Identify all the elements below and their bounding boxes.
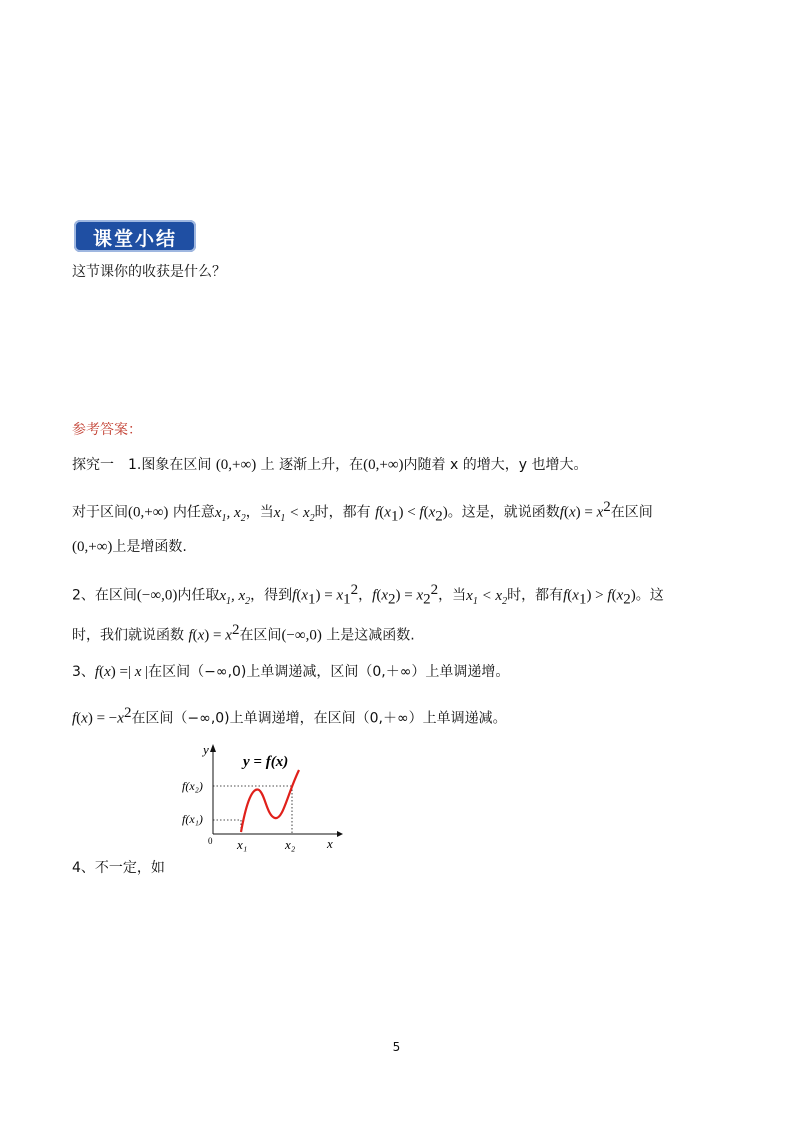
text-segment: 在区间 (610, 504, 653, 521)
interval: (0,+∞) (363, 457, 404, 473)
interval: (−∞,0) (281, 627, 322, 644)
text-segment: ， (358, 587, 373, 604)
answer-line-6: 3、f(x) =| x |在区间（−∞,0)上单调递减，区间（0,＋∞）上单调递增。 (72, 664, 510, 680)
math-x1-lt-x2: $x_1 < x_2$ (466, 587, 508, 607)
y-axis-label: y (203, 742, 209, 757)
answer-line-7: $f(x) = -x^2$在区间（−∞,0)上单调递增，在区间（0,＋∞）上单调递减。 (72, 705, 507, 727)
x-axis-arrow (337, 831, 343, 837)
text-segment: 内任意 (172, 504, 215, 521)
x-axis-label: x (327, 836, 333, 851)
math-fx-neg-x2: f (72, 710, 77, 727)
text-segment: 在区间（−∞,0)上单调递增，在区间（0,＋∞）上单调递减。 (131, 710, 507, 727)
x1-label: x₁ (237, 837, 248, 852)
curve-label: y = f(x) (243, 754, 289, 770)
math-fx1-lt-fx2: f (375, 504, 380, 521)
function-curve (241, 770, 299, 832)
math-fx1-gt-fx2: f (563, 587, 568, 604)
answer-line-4: 2、在区间(−∞,0)内任取$x_1$, $x_2$，得到$f(x_1) = x_1^2$，$f(x_2) = x_2^2$，当$x_1 < x_2$时，都有$f(x_1) > f(x_2)$。这 (72, 582, 664, 608)
text-segment: ，当 (438, 587, 467, 604)
interval: (−∞,0) (136, 587, 178, 604)
text-segment: 在区间（−∞,0)上单调递减，区间（0,＋∞）上单调递增。 (148, 664, 510, 680)
origin-label: 0 (208, 836, 213, 846)
math-fx-eq-x2: f (559, 504, 564, 521)
text-segment: 探究一 1.图象在区间 (72, 457, 212, 473)
answer-line-8: 4、不一定，如 (72, 860, 165, 876)
interval: (0,+∞) (215, 457, 257, 473)
x2-label: x₂ (285, 837, 296, 852)
page-number: 5 (392, 1040, 401, 1054)
text-segment: 内随着 x 的增大，y 也增大。 (403, 457, 588, 473)
interval: (0,+∞) (72, 539, 113, 555)
text-segment: 内任取 (177, 587, 220, 604)
text-segment: 时，都有 (314, 504, 371, 521)
answer-line-3 (72, 537, 187, 557)
text-segment: 在区间 (239, 627, 282, 644)
math-x1-lt-x2: $x_1 < x_2$ (273, 504, 315, 524)
interval: (0,+∞) (128, 504, 169, 521)
text-segment: 时，都有 (507, 587, 564, 604)
summary-question: 这节课你的收获是什么？ (72, 264, 226, 280)
y-axis-arrow (210, 744, 216, 752)
text-segment: 。这 (635, 587, 664, 604)
math-x1-x2: $x_1$, $x_2$ (219, 587, 251, 607)
fx1-label: f(x₁) (182, 812, 203, 826)
math-fx1-eq: f (292, 587, 297, 604)
math-fx-abs: f (94, 664, 100, 680)
math-fx2-eq: f (372, 587, 377, 604)
answer-heading: 参考答案： (72, 422, 142, 438)
text-segment: 。这是，就说函数 (447, 504, 560, 521)
math-fx-eq-x2: f (188, 627, 193, 644)
text-segment: 上 逐渐上升，在 (260, 457, 364, 473)
text-segment: 时，我们就说函数 (72, 627, 184, 644)
answer-line-5: 时，我们就说函数 $f(x) = x^2$在区间(−∞,0) 上是这减函数. (72, 622, 415, 644)
text-segment: 上是这减函数. (326, 627, 415, 644)
section-badge-label: 课堂小结 (92, 228, 177, 250)
math-x1-x2: $x_1$, $x_2$ (214, 504, 246, 524)
answer-line-2: 对于区间(0,+∞) 内任意$x_1$, $x_2$，当$x_1 < x_2$时，都有 $f(x_1) < f(x_2)$。这是，就说函数$f(x) = x^2$在区间 (72, 499, 653, 525)
text-segment: 3、 (72, 664, 95, 680)
text-segment: 2、在区间 (72, 587, 137, 604)
text-segment: ，当 (245, 504, 274, 521)
text-segment: 上是增函数. (112, 539, 187, 555)
answer-line-1 (72, 455, 587, 475)
text-segment: 对于区间 (72, 504, 128, 521)
text-segment: ，得到 (250, 587, 293, 604)
function-graph (175, 740, 345, 855)
section-badge (74, 220, 196, 252)
fx2-label: f(x₂) (182, 779, 203, 793)
